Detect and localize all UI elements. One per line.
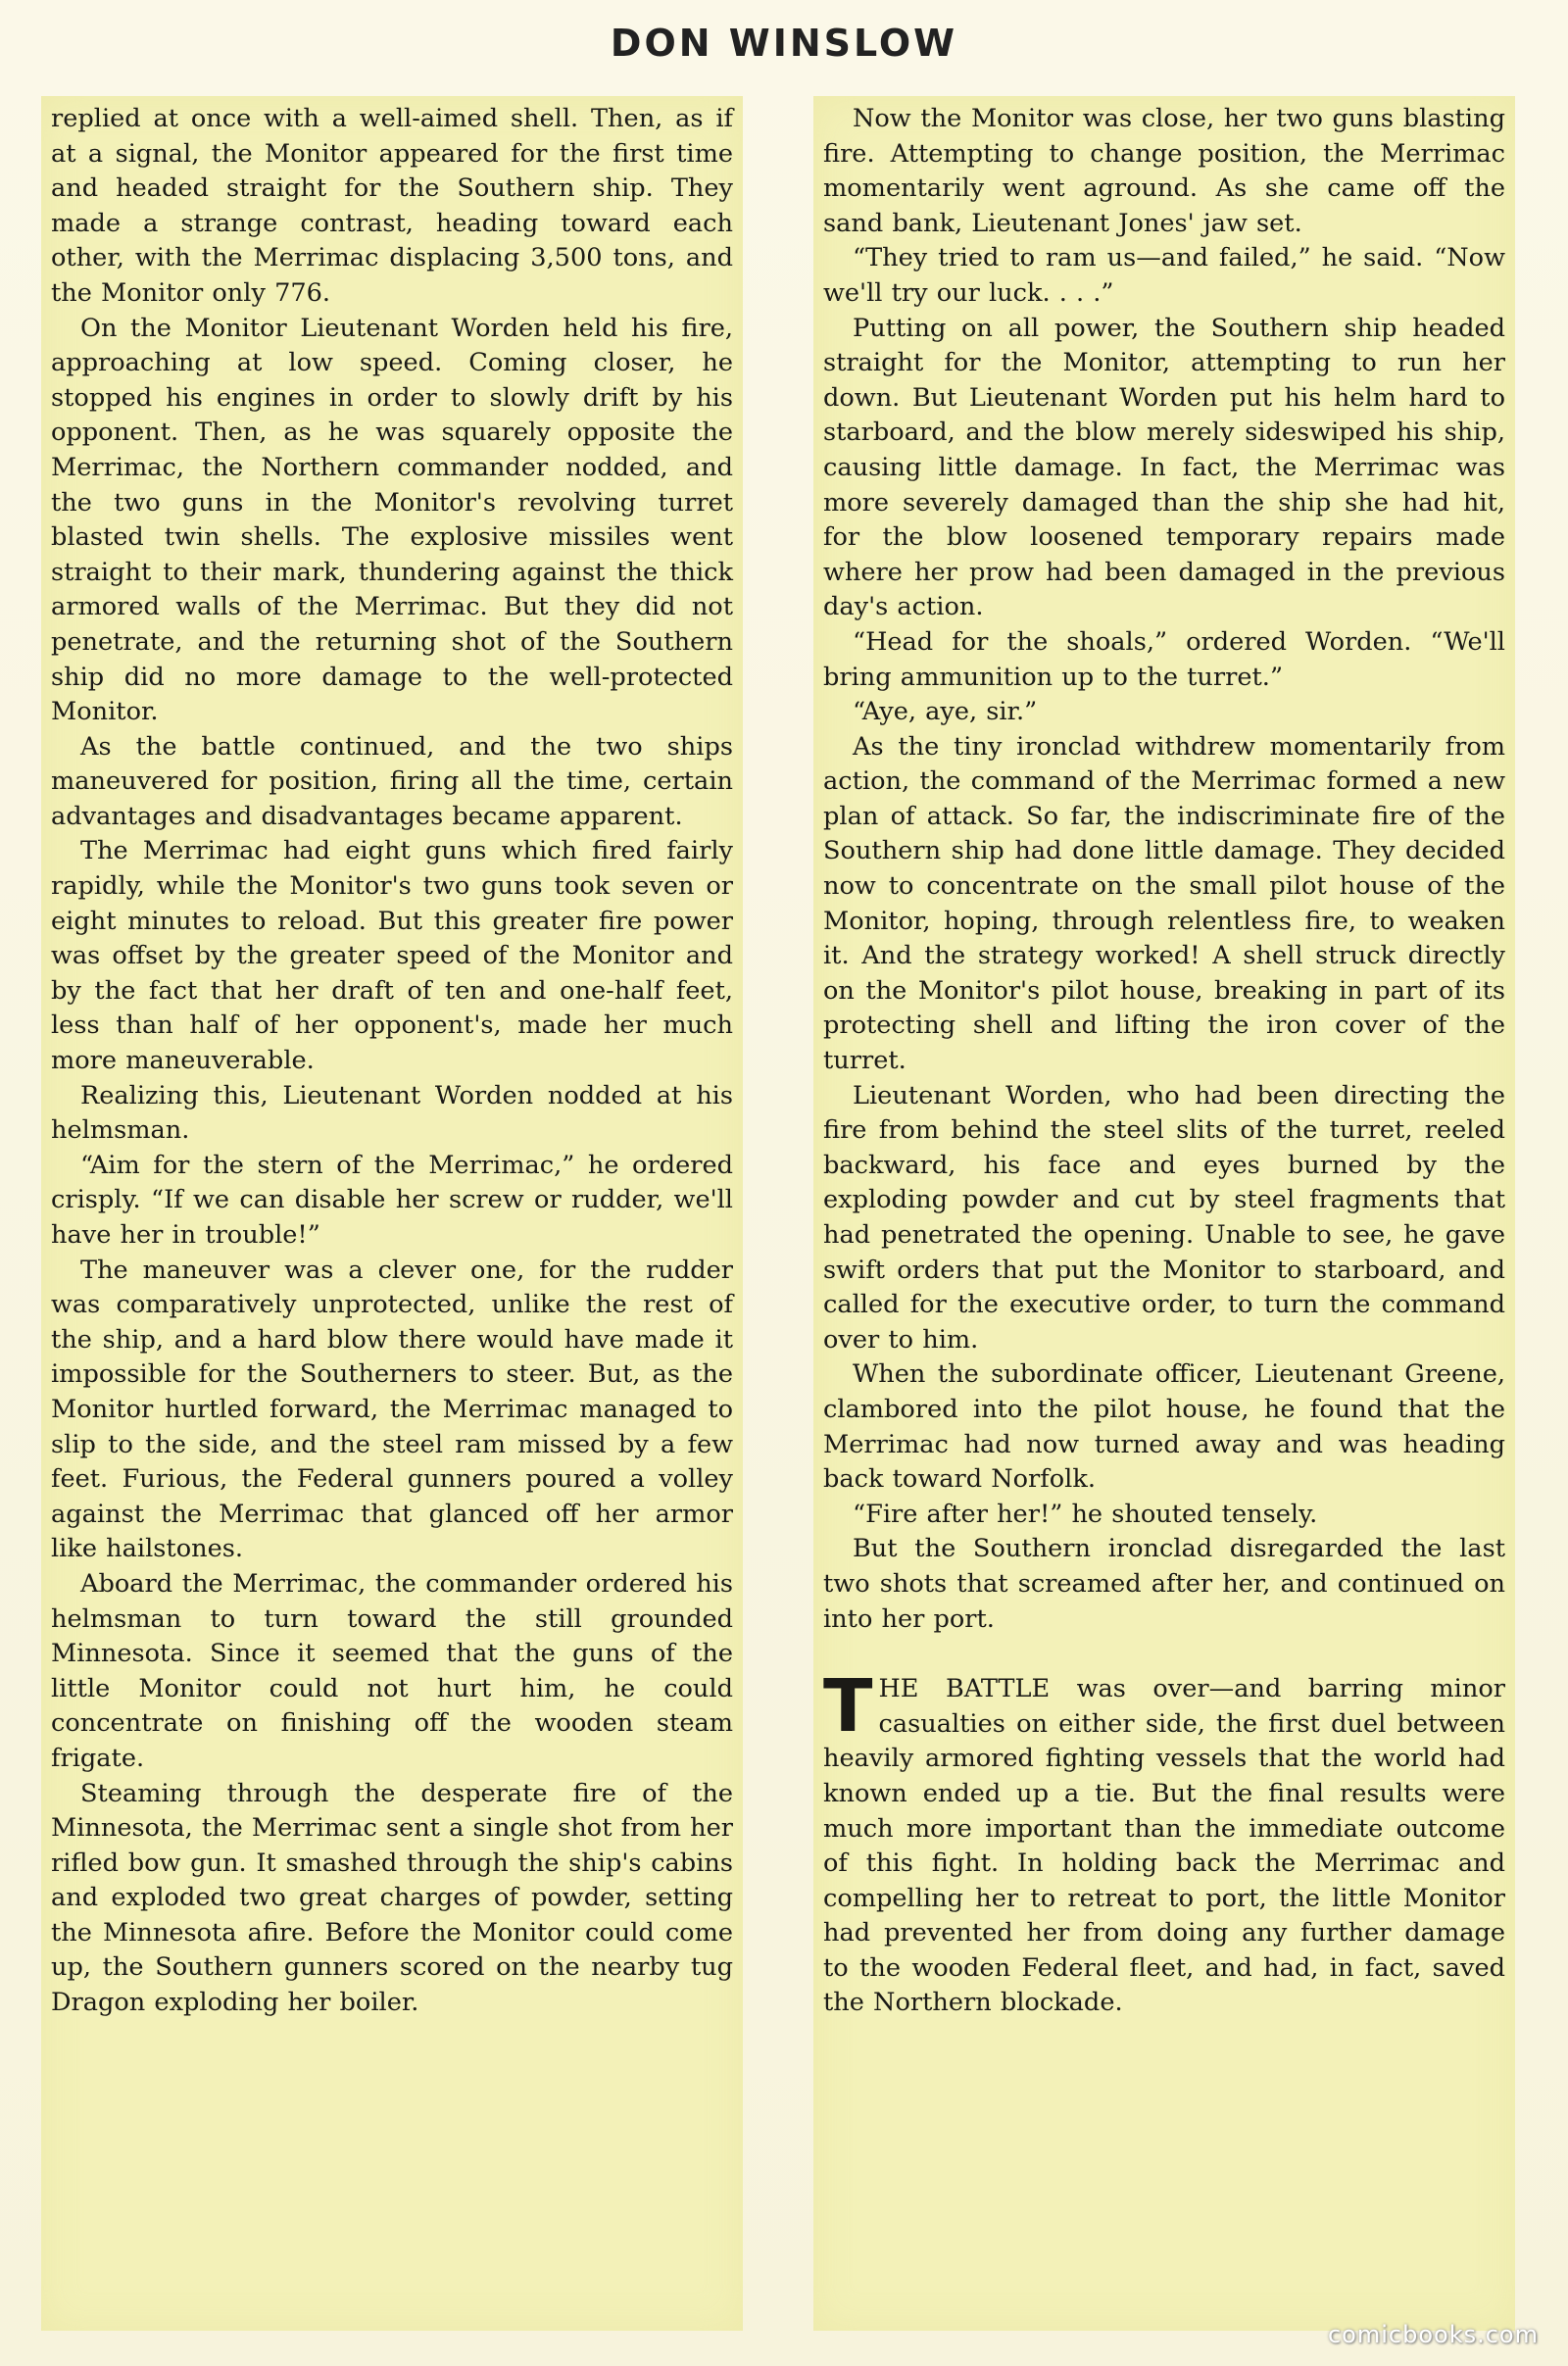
closing-paragraph bbox=[823, 1664, 1505, 2021]
paragraph: But the Southern ironclad disregarded the last two shots that screamed after her, and continued on into her port. bbox=[823, 1534, 1505, 1634]
paragraph: When the subordinate officer, Lieutenant Greene, clambored into the pilot house, he found that the Merrimac had now turned away and was heading back toward Norfolk. bbox=[823, 1359, 1505, 1495]
paragraph: On the Monitor Lieutenant Worden held his fire, approaching at low speed. Coming closer, he stopped his engines in order to slowly drift by his opponent. Then, as he was squarely opposite the Merrimac, the Northern commander nodded, and the two guns in the Monitor's revolving turret blasted twin shells. The explosive missiles went straight to their mark, thundering against the thick armored walls of the Merrimac. But they did not penetrate, and the returning shot of the Southern ship did no more damage to the well-protected Monitor. bbox=[51, 313, 733, 727]
drop-cap: T bbox=[823, 1664, 873, 1750]
paragraph: Putting on all power, the Southern ship headed straight for the Monitor, attempting to run her down. But Lieutenant Worden put his helm hard to starboard, and the blow merely sideswiped his ship, causing little damage. In fact, the Merrimac was more severely damaged than the ship she had hit, for the blow loosened temporary repairs made where her prow had been damaged in the previous day's action. bbox=[823, 313, 1505, 622]
paragraph: The Merrimac had eight guns which fired fairly rapidly, while the Monitor's two guns took seven or eight minutes to reload. But this greater fire power was offset by the greater speed of the Monitor and by the fact that her draft of ten and one-half feet, less than half of her opponent's, made her much more maneuverable. bbox=[51, 836, 733, 1076]
paragraph: “Aye, aye, sir.” bbox=[853, 697, 1038, 727]
paragraph: “They tried to ram us—and failed,” he said. “Now we'll try our luck. . . .” bbox=[823, 243, 1505, 308]
right-column bbox=[813, 96, 1515, 2331]
page-title: DON WINSLOW bbox=[610, 22, 958, 65]
paragraph: “Aim for the stern of the Merrimac,” he ordered crisply. “If we can disable her screw or rudder, we'll have her in trouble!” bbox=[51, 1150, 733, 1250]
paragraph: “Head for the shoals,” ordered Worden. “We'll bring ammunition up to the turret.” bbox=[823, 626, 1505, 692]
paragraph: As the tiny ironclad withdrew momentarily from action, the command of the Merrimac formed a new plan of attack. So far, the indiscriminate fire of the Southern ship had done little damage. They decided now to concentrate on the small pilot house of the Monitor, hoping, through relentless fire, to weaken it. And the strategy worked! A shell struck directly on the Monitor's pilot house, breaking in part of its protecting shell and lifting the iron cover of the turret. bbox=[823, 731, 1505, 1076]
paragraph: Aboard the Merrimac, the commander ordered his helmsman to turn toward the still grounded Minnesota. Since it seemed that the guns of the little Monitor could not hurt him, he could concentrate on finishing off the wooden steam frigate. bbox=[51, 1568, 733, 1773]
closing-text: was over—and barring minor casualties on either side, the first duel between heavily armored fighting vessels that the world had known ended up a tie. But the final results were much more important than the immediate outcome of this fight. In holding back the Merrimac and compelling her to retreat to port, the little Monitor had prevented her from doing any further damage to the wooden Federal fleet, and had, in fact, saved the Northern blockade. bbox=[823, 1674, 1505, 2018]
paragraph: Realizing this, Lieutenant Worden nodded at his helmsman. bbox=[51, 1080, 733, 1146]
paragraph: “Fire after her!” he shouted tensely. bbox=[853, 1499, 1318, 1529]
left-column bbox=[41, 96, 743, 2331]
paragraph: Steaming through the desperate fire of the Minnesota, the Merrimac sent a single shot from her rifled bow gun. It smashed through the ship's cabins and exploded two great charges of powder, setting the Minnesota afire. Before the Monitor could come up, the Southern gunners scored on the nearby tug Dragon exploding her boiler. bbox=[51, 1778, 733, 2018]
closing-lead: HE BATTLE bbox=[878, 1674, 1051, 1704]
paragraph: Lieutenant Worden, who had been directing the fire from behind the steel slits of the turret, reeled backward, his face and eyes burned by the exploding powder and cut by steel fragments that had penetrated the opening. Unable to see, he gave swift orders that put the Monitor to starboard, and called for the executive order, to turn the command over to him. bbox=[823, 1080, 1505, 1355]
watermark: comicbooks.com bbox=[1327, 2321, 1539, 2348]
paragraph: The maneuver was a clever one, for the rudder was comparatively unprotected, unlike the rest of the ship, and a hard blow there would have made it impossible for the Southerners to steer. But, as the Monitor hurtled forward, the Merrimac managed to slip to the side, and the steel ram missed by a few feet. Furious, the Federal gunners poured a volley against the Merrimac that glanced off her armor like hailstones. bbox=[51, 1255, 733, 1564]
paragraph: As the battle continued, and the two ships maneuvered for position, firing all the time, certain advantages and disadvantages became apparent. bbox=[51, 731, 733, 831]
paragraph: Now the Monitor was close, her two guns blasting fire. Attempting to change position, the Merrimac momentarily went aground. As she came off the sand bank, Lieutenant Jones' jaw set. bbox=[823, 104, 1505, 238]
paragraph: replied at once with a well-aimed shell. Then, as if at a signal, the Monitor appeared for the first time and headed straight for the Southern ship. They made a strange contrast, heading toward each other, with the Merrimac displacing 3,500 tons, and the Monitor only 776. bbox=[51, 104, 733, 308]
